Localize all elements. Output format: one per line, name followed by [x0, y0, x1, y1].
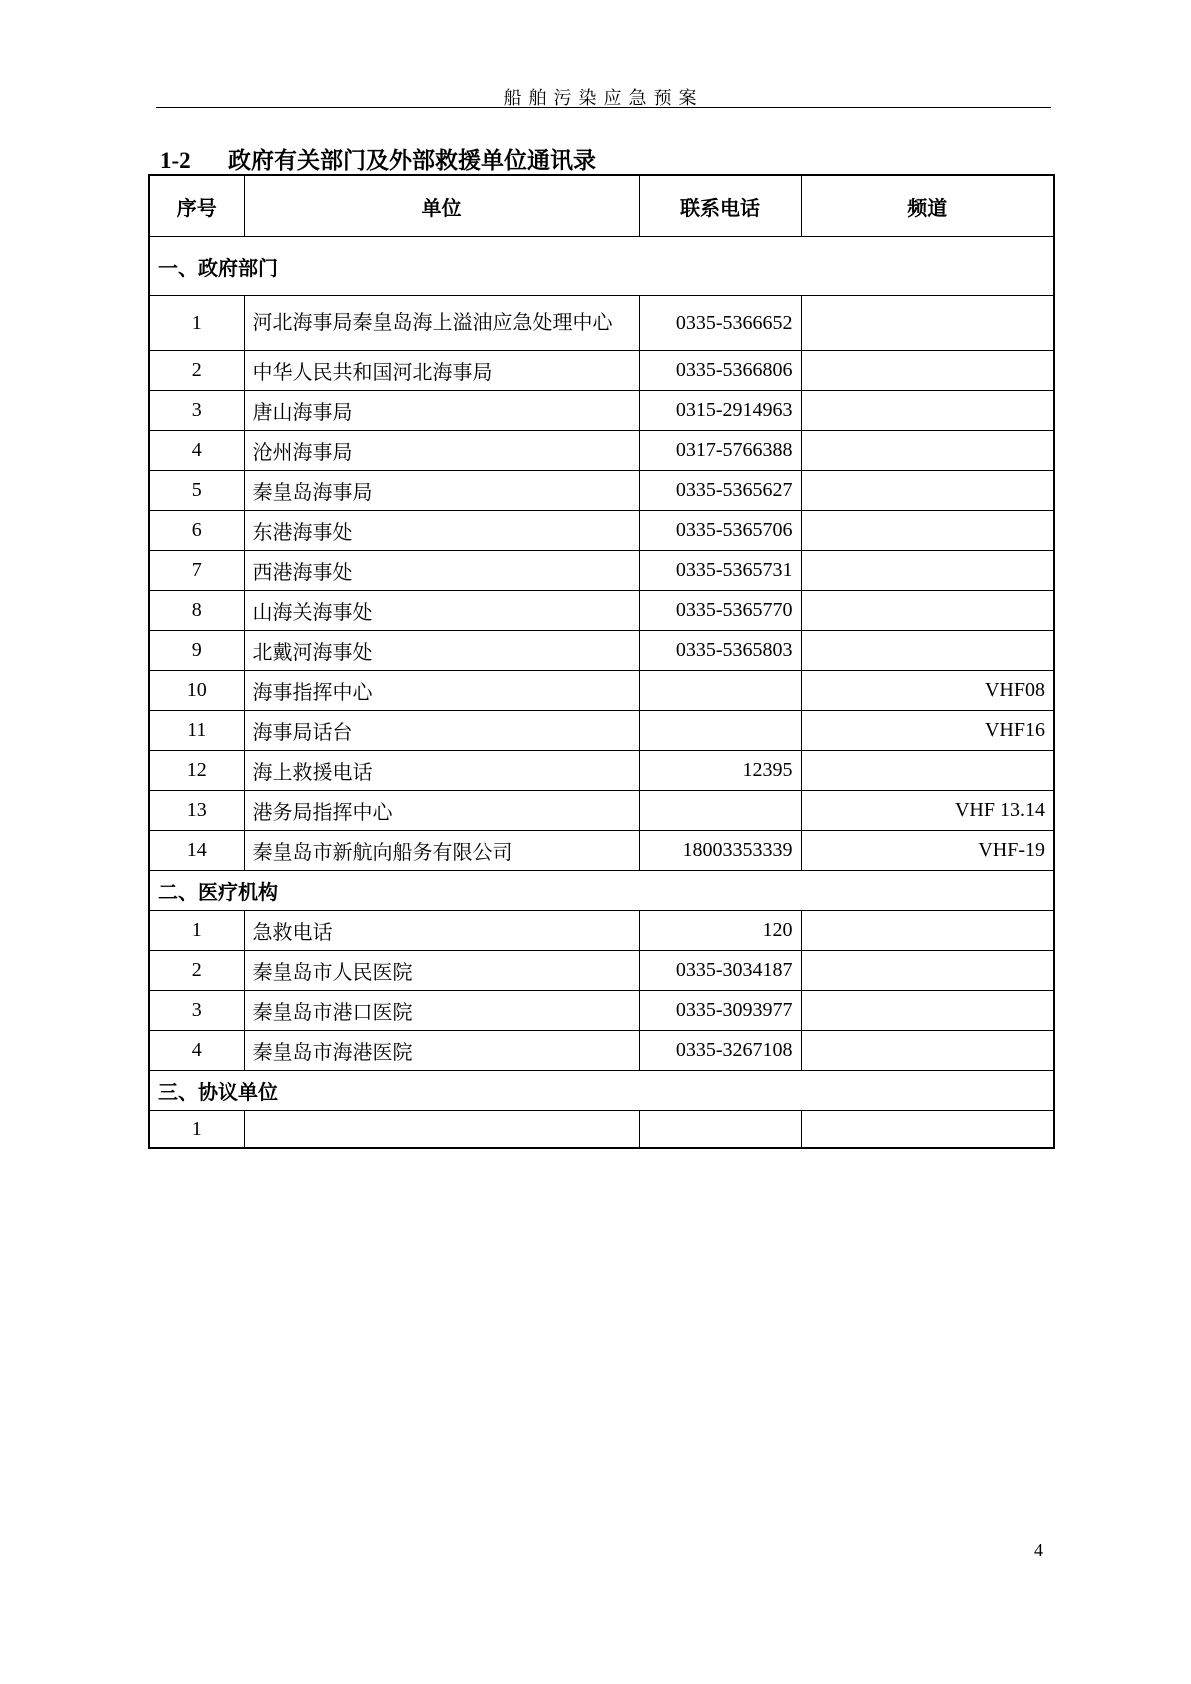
- cell-unit: 急救电话: [244, 911, 639, 951]
- cell-unit: 沧州海事局: [244, 431, 639, 471]
- cell-phone: [639, 1111, 801, 1149]
- table-row: [149, 631, 1054, 671]
- cell-channel: [801, 551, 1054, 591]
- table-row: [149, 831, 1054, 871]
- cell-unit: 山海关海事处: [244, 591, 639, 631]
- column-header-unit: 单位: [244, 175, 639, 237]
- table-row: [149, 431, 1054, 471]
- cell-unit: 河北海事局秦皇岛海上溢油应急处理中心: [244, 296, 639, 351]
- cell-phone: 0335-3034187: [639, 951, 801, 991]
- cell-unit: 唐山海事局: [244, 391, 639, 431]
- cell-channel: [801, 591, 1054, 631]
- cell-index: 3: [149, 391, 244, 431]
- table-header-row: [149, 175, 1054, 237]
- cell-unit: 秦皇岛市人民医院: [244, 951, 639, 991]
- table-row: [149, 471, 1054, 511]
- running-header: 船舶污染应急预案: [503, 88, 704, 108]
- cell-unit: [244, 1111, 639, 1149]
- cell-phone: 0335-5365770: [639, 591, 801, 631]
- cell-phone: 0317-5766388: [639, 431, 801, 471]
- cell-index: 3: [149, 991, 244, 1031]
- cell-unit: 海上救援电话: [244, 751, 639, 791]
- cell-channel: [801, 1031, 1054, 1071]
- cell-unit: 中华人民共和国河北海事局: [244, 351, 639, 391]
- table-row: [149, 296, 1054, 351]
- cell-unit: 秦皇岛市港口医院: [244, 991, 639, 1031]
- cell-index: 1: [149, 296, 244, 351]
- column-header-index: 序号: [149, 175, 244, 237]
- cell-index: 11: [149, 711, 244, 751]
- table-row: [149, 751, 1054, 791]
- cell-unit: 海事指挥中心: [244, 671, 639, 711]
- table-row: [149, 591, 1054, 631]
- cell-index: 6: [149, 511, 244, 551]
- group-row-medical: [149, 871, 1054, 911]
- cell-unit: 西港海事处: [244, 551, 639, 591]
- cell-channel: [801, 351, 1054, 391]
- cell-phone: 120: [639, 911, 801, 951]
- section-number: 1-2: [160, 148, 191, 173]
- table-row: [149, 1111, 1054, 1149]
- cell-index: 4: [149, 431, 244, 471]
- cell-channel: [801, 951, 1054, 991]
- cell-index: 2: [149, 351, 244, 391]
- cell-phone: 0335-3093977: [639, 991, 801, 1031]
- table-row: [149, 911, 1054, 951]
- table-row: [149, 671, 1054, 711]
- cell-phone: [639, 711, 801, 751]
- cell-index: 8: [149, 591, 244, 631]
- cell-unit: 东港海事处: [244, 511, 639, 551]
- cell-index: 13: [149, 791, 244, 831]
- cell-phone: [639, 791, 801, 831]
- cell-index: 9: [149, 631, 244, 671]
- cell-channel: VHF 13.14: [801, 791, 1054, 831]
- cell-channel: VHF16: [801, 711, 1054, 751]
- table-row: [149, 391, 1054, 431]
- cell-channel: VHF-19: [801, 831, 1054, 871]
- table-row: [149, 551, 1054, 591]
- cell-phone: 0335-5365706: [639, 511, 801, 551]
- section-heading: 政府有关部门及外部救援单位通讯录: [228, 148, 596, 173]
- cell-index: 1: [149, 1111, 244, 1149]
- cell-index: 14: [149, 831, 244, 871]
- contacts-table: [148, 174, 1055, 1149]
- group-title: 一、政府部门: [149, 237, 1054, 296]
- cell-channel: VHF08: [801, 671, 1054, 711]
- cell-unit: 北戴河海事处: [244, 631, 639, 671]
- cell-phone: 18003353339: [639, 831, 801, 871]
- cell-phone: 0335-3267108: [639, 1031, 801, 1071]
- cell-channel: [801, 631, 1054, 671]
- table-row: [149, 791, 1054, 831]
- cell-unit: 秦皇岛市海港医院: [244, 1031, 639, 1071]
- cell-channel: [801, 751, 1054, 791]
- section-title: [160, 142, 596, 175]
- group-title: 三、协议单位: [149, 1071, 1054, 1111]
- cell-phone: 12395: [639, 751, 801, 791]
- cell-unit: 港务局指挥中心: [244, 791, 639, 831]
- table-row: [149, 1031, 1054, 1071]
- cell-channel: [801, 431, 1054, 471]
- cell-phone: 0335-5366652: [639, 296, 801, 351]
- group-row-government: [149, 237, 1054, 296]
- table-row: [149, 991, 1054, 1031]
- cell-channel: [801, 911, 1054, 951]
- cell-unit: 秦皇岛海事局: [244, 471, 639, 511]
- cell-index: 10: [149, 671, 244, 711]
- header-rule: [156, 107, 1051, 108]
- table-row: [149, 711, 1054, 751]
- cell-phone: 0335-5365627: [639, 471, 801, 511]
- cell-index: 1: [149, 911, 244, 951]
- group-title: 二、医疗机构: [149, 871, 1054, 911]
- cell-index: 7: [149, 551, 244, 591]
- cell-index: 5: [149, 471, 244, 511]
- cell-channel: [801, 296, 1054, 351]
- cell-index: 12: [149, 751, 244, 791]
- table-row: [149, 351, 1054, 391]
- table-row: [149, 951, 1054, 991]
- cell-channel: [801, 1111, 1054, 1149]
- cell-index: 2: [149, 951, 244, 991]
- cell-channel: [801, 391, 1054, 431]
- column-header-phone: 联系电话: [639, 175, 801, 237]
- cell-phone: 0335-5366806: [639, 351, 801, 391]
- cell-channel: [801, 511, 1054, 551]
- cell-unit: 海事局话台: [244, 711, 639, 751]
- cell-phone: [639, 671, 801, 711]
- column-header-channel: 频道: [801, 175, 1054, 237]
- cell-index: 4: [149, 1031, 244, 1071]
- group-row-agreement: [149, 1071, 1054, 1111]
- cell-unit: 秦皇岛市新航向船务有限公司: [244, 831, 639, 871]
- cell-phone: 0335-5365731: [639, 551, 801, 591]
- cell-phone: 0315-2914963: [639, 391, 801, 431]
- cell-channel: [801, 471, 1054, 511]
- cell-channel: [801, 991, 1054, 1031]
- page-number: 4: [1034, 1540, 1043, 1560]
- table-row: [149, 511, 1054, 551]
- cell-phone: 0335-5365803: [639, 631, 801, 671]
